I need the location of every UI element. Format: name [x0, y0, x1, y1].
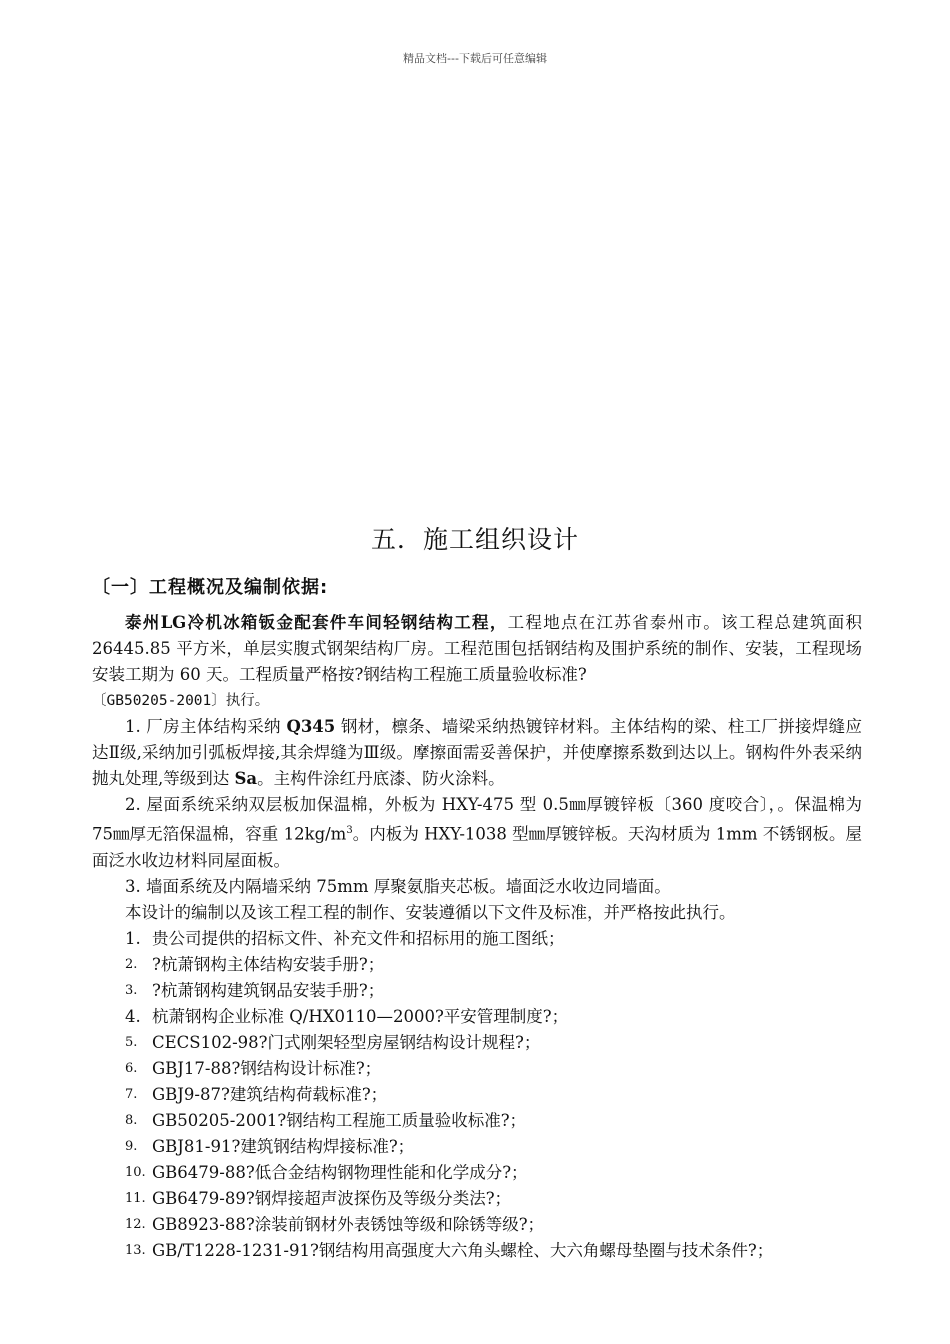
list-item-text: GBJ9-87?建筑结构荷载标准?； [152, 1084, 388, 1104]
list-item [125, 926, 862, 952]
list-item-number: 3. [125, 982, 138, 998]
overview-text: 工程地点在江苏省泰州市。该工程总建筑面积 26445.85 平方米，单层实腹式钢架结构厂房。工程范围包括钢结构及围护系统的制作、安装，工程现场安装工期为 60 天。工程质量严格按?钢结构工程施工质量验收标准? [92, 613, 862, 684]
list-item [125, 1160, 862, 1186]
list-item-number: 13. [125, 1242, 146, 1258]
list-item-text: GB8923-88?涂装前钢材外表锈蚀等级和除锈等级?； [152, 1214, 545, 1234]
list-item [125, 1212, 862, 1238]
list-item-number: 2. [125, 956, 138, 972]
list-item [125, 1082, 862, 1108]
list-item-text: ?杭萧钢构主体结构安装手册?； [152, 954, 385, 974]
item-1-text-b: 钢材，檩条、墙梁采纳热镀锌材料。主体结构的梁、柱工厂拼接焊缝应达Ⅱ级,采纳加引弧板焊接,其余焊缝为Ⅲ级。摩擦面需妥善保护，并使摩擦系数到达以上。钢构件外表采纳抛丸处理,等级到达 [92, 717, 862, 788]
list-item [125, 1004, 862, 1030]
surface-grade: Sa [234, 769, 258, 788]
list-item [125, 1186, 862, 1212]
list-item [125, 978, 862, 1004]
list-item-text: GB50205-2001?钢结构工程施工质量验收标准?； [152, 1110, 527, 1130]
list-item-text: 贵公司提供的招标文件、补充文件和招标用的施工图纸； [152, 928, 565, 948]
list-item-number: 7. [125, 1086, 138, 1102]
list-item [125, 952, 862, 978]
item-1-text-a: 1. 厂房主体结构采纳 [125, 717, 287, 736]
page-title: 五．施工组织设计 [370, 525, 579, 554]
item-1-paragraph [92, 714, 862, 792]
list-item-text: GBJ81-91?建筑钢结构焊接标准?； [152, 1136, 415, 1156]
section-heading: 〔一〕工程概况及编制依据: [92, 577, 329, 598]
list-item-text: GB/T1228-1231-91?钢结构用高强度大六角头螺栓、大六角螺母垫圈与技术条件?； [152, 1240, 774, 1260]
list-item [125, 1030, 862, 1056]
item-3-paragraph: 3. 墙面系统及内隔墙采纳 75mm 厚聚氨脂夹芯板。墙面泛水收边同墙面。 [125, 876, 671, 896]
basis-intro: 本设计的编制以及该工程工程的制作、安装遵循以下文件及标准，并严格按此执行。 [125, 902, 736, 922]
overview-paragraph [92, 610, 862, 688]
list-item-text: GB6479-88?低合金结构钢物理性能和化学成分?； [152, 1162, 528, 1182]
list-item [125, 1056, 862, 1082]
reference-list [92, 926, 862, 1264]
list-item [125, 1134, 862, 1160]
item-2-text-b: 。内板为 HXY-1038 型㎜厚镀锌板。天沟材质为 1mm 不锈钢板。屋面泛水收边材料同屋面板。 [92, 824, 862, 870]
list-item-text: GB6479-89?钢焊接超声波探伤及等级分类法?； [152, 1188, 512, 1208]
list-item-text: 杭萧钢构企业标准 Q/HX0110—2000?平安管理制度?； [152, 1006, 569, 1026]
list-item-number: 6. [125, 1060, 138, 1076]
item-2-text-a: 2. 屋面系统采纳双层板加保温棉，外板为 HXY-475 型 0.5㎜厚镀锌板〔360 度咬合〕，。保温棉为 75㎜厚无箔保温棉，容重 12kg/m [92, 795, 862, 844]
item-1-text-c: 。主构件涂红丹底漆、防火涂料。 [257, 769, 505, 788]
list-item-text: CECS102-98?门式刚架轻型房屋钢结构设计规程?； [152, 1032, 541, 1052]
header-note: 精品文档---下载后可任意编辑 [403, 52, 547, 65]
list-item-text: GBJ17-88?钢结构设计标准?； [152, 1058, 382, 1078]
item-2-paragraph [92, 792, 862, 874]
list-item-number: 1. [125, 928, 141, 948]
document-body [92, 610, 862, 1264]
list-item-number: 5. [125, 1034, 138, 1050]
list-item-number: 12. [125, 1216, 146, 1232]
list-item-number: 9. [125, 1138, 138, 1154]
list-item-number: 11. [125, 1190, 146, 1206]
superscript-3: 3 [346, 825, 353, 836]
list-item-number: 8. [125, 1112, 138, 1128]
list-item-number: 4. [125, 1006, 141, 1026]
list-item-number: 10. [125, 1164, 146, 1180]
steel-grade: Q345 [286, 717, 336, 736]
standard-line: 〔GB50205-2001〕执行。 [92, 693, 270, 709]
project-name: 泰州LG冷机冰箱钣金配套件车间轻钢结构工程， [125, 613, 508, 632]
list-item [125, 1108, 862, 1134]
list-item [125, 1238, 862, 1264]
list-item-text: ?杭萧钢构建筑钢品安装手册?； [152, 980, 385, 1000]
